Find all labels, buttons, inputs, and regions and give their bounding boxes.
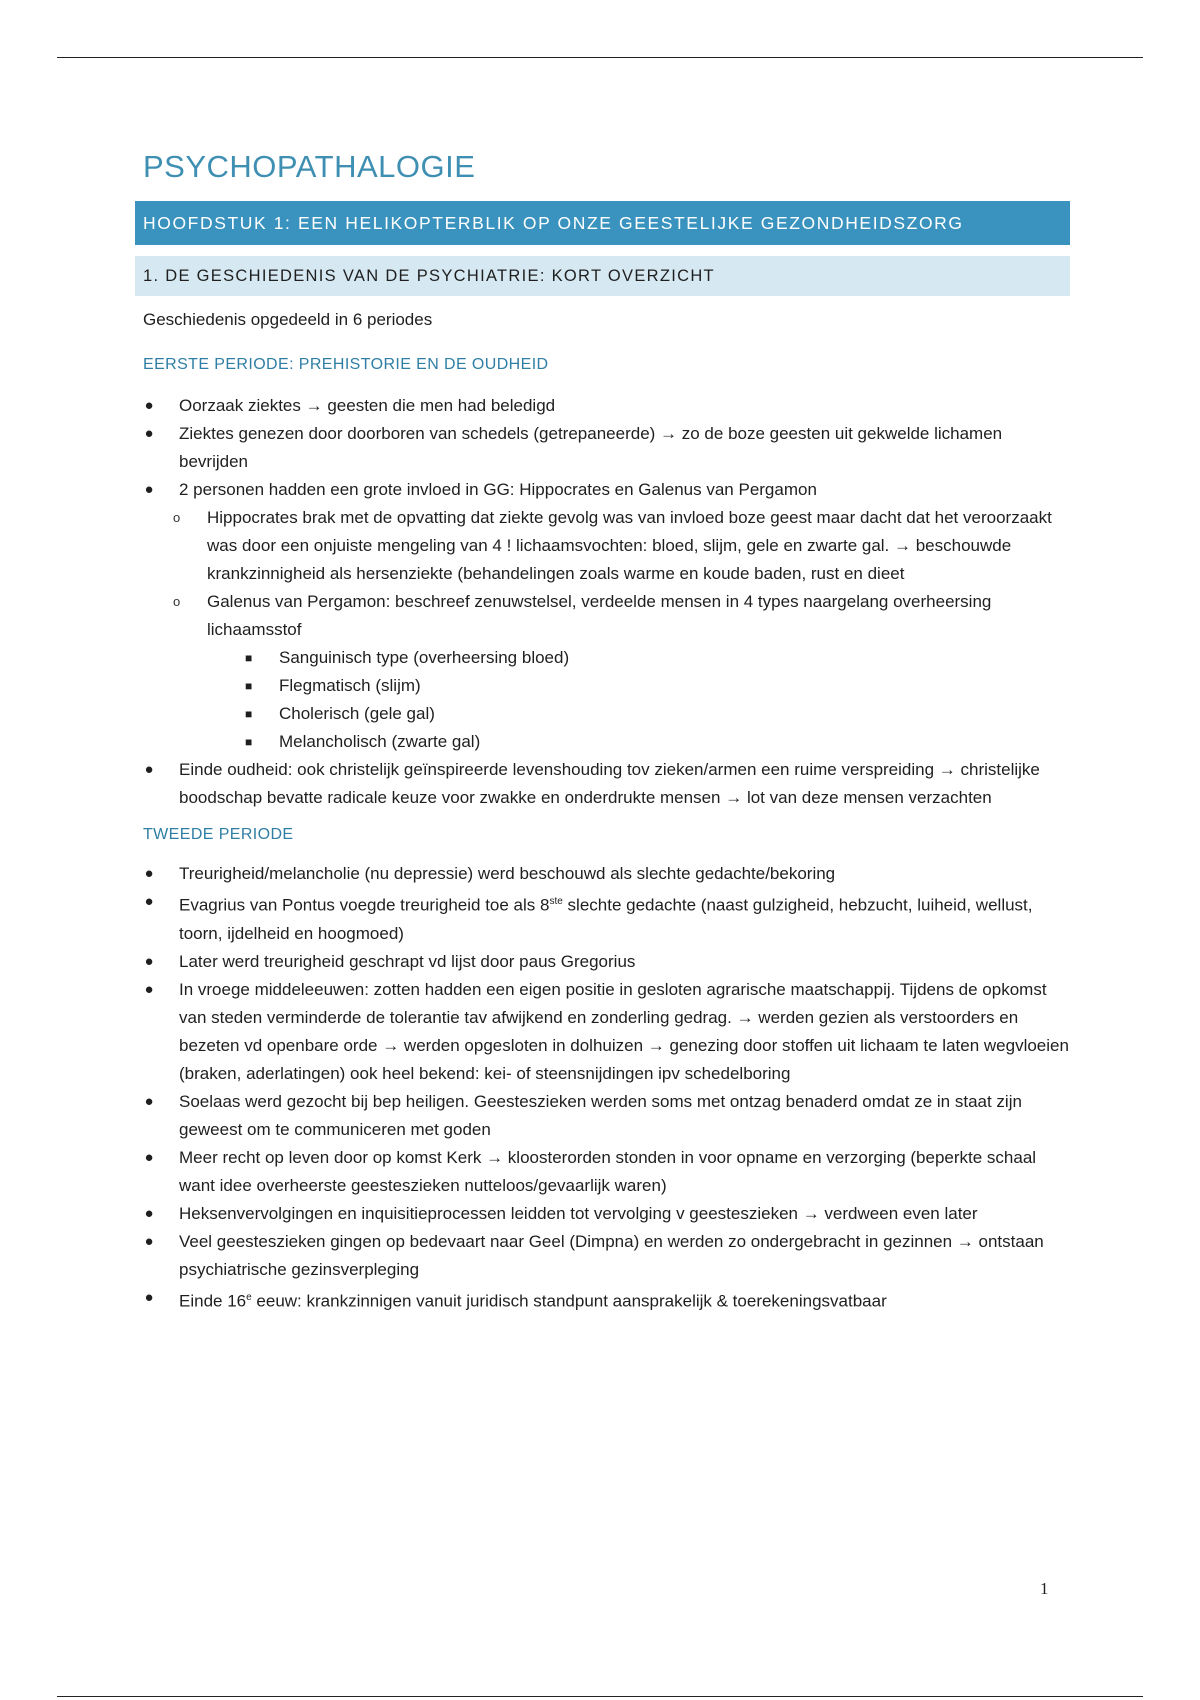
bullet-icon: ● bbox=[144, 397, 154, 414]
bullet-icon: ● bbox=[144, 865, 154, 882]
list-item: ● Later werd treurigheid geschrapt vd lijst door paus Gregorius bbox=[135, 948, 1070, 976]
period-2-heading: TWEEDE PERIODE bbox=[143, 826, 294, 843]
bullet-icon: ● bbox=[144, 980, 154, 998]
circle-bullet-icon: o bbox=[173, 594, 181, 609]
bullet-icon: ● bbox=[144, 1204, 154, 1222]
period-2-list bbox=[135, 860, 1070, 1315]
bullet-icon: ● bbox=[144, 1232, 154, 1250]
sub-sub-list-item: ■ Melancholisch (zwarte gal) bbox=[207, 728, 1070, 756]
page-number: 1 bbox=[1040, 1579, 1049, 1598]
superscript: ste bbox=[549, 896, 563, 907]
square-bullet-icon: ■ bbox=[245, 679, 253, 693]
document-title: PSYCHOPATHALOGIE bbox=[143, 149, 476, 184]
intro-paragraph: Geschiedenis opgedeeld in 6 periodes bbox=[143, 310, 433, 329]
bullet-icon: ● bbox=[144, 1092, 154, 1110]
bullet-icon: ● bbox=[144, 893, 154, 910]
list-item: ● Ziektes genezen door doorboren van schedels (getrepaneerde) → zo de boze geesten uit gekwelde lichamen bevrijden bbox=[135, 420, 1070, 476]
period-1-list-cont bbox=[135, 756, 1070, 812]
list-item: ● Veel geesteszieken gingen op bedevaart naar Geel (Dimpna) en werden zo ondergebracht in gezinnen → ontstaan psychiatrische gezinsverpleging bbox=[135, 1228, 1070, 1284]
footer-rule bbox=[57, 1696, 1143, 1697]
period-1-heading: EERSTE PERIODE: PREHISTORIE EN DE OUDHEID bbox=[143, 356, 549, 373]
sub-sub-list-item: ■ Cholerisch (gele gal) bbox=[207, 700, 1070, 728]
temperament-types-list bbox=[135, 644, 1070, 756]
document-body bbox=[135, 138, 1070, 1315]
list-item: ● Einde 16e eeuw: krankzinnigen vanuit juridisch standpunt aansprakelijk & toerekeningsvatbaar bbox=[135, 1284, 1070, 1316]
sub-sub-list-item: ■ Flegmatisch (slijm) bbox=[207, 672, 1070, 700]
sub-list-item: o Hippocrates brak met de opvatting dat ziekte gevolg was van invloed boze geest maar dacht dat het veroorzaakt was door een onjuiste mengeling van 4 ! lichaamsvochten: bloed, slijm, gele en zwarte gal. → beschouwde krankzinnigheid als hersenziekte (behandelingen zoals warme en koude baden, rust en dieet bbox=[135, 504, 1070, 588]
bullet-icon: ● bbox=[144, 425, 154, 442]
sub-sub-list-item: ■ Sanguinisch type (overheersing bloed) bbox=[207, 644, 1070, 672]
bullet-icon: ● bbox=[144, 1148, 154, 1166]
section-heading: 1. DE GESCHIEDENIS VAN DE PSYCHIATRIE: KORT OVERZICHT bbox=[135, 256, 1070, 296]
square-bullet-icon: ■ bbox=[245, 707, 253, 721]
bullet-icon: ● bbox=[144, 952, 154, 970]
list-item: ● Treurigheid/melancholie (nu depressie) werd beschouwd als slechte gedachte/bekoring bbox=[135, 860, 1070, 888]
list-item: ● Evagrius van Pontus voegde treurigheid toe als 8ste slechte gedachte (naast gulzigheid, hebzucht, luiheid, wellust, toorn, ijdelheid en hoogmoed) bbox=[135, 888, 1070, 948]
circle-bullet-icon: o bbox=[173, 510, 181, 525]
list-item: ● Soelaas werd gezocht bij bep heiligen. Geesteszieken werden soms met ontzag benaderd omdat ze in staat zijn geweest om te communiceren met goden bbox=[135, 1088, 1070, 1144]
period-1-list bbox=[135, 392, 1070, 504]
bullet-icon: ● bbox=[144, 761, 154, 778]
header-rule bbox=[57, 57, 1143, 58]
list-item: ● 2 personen hadden een grote invloed in GG: Hippocrates en Galenus van Pergamon bbox=[135, 476, 1070, 504]
list-item: ● Meer recht op leven door op komst Kerk → kloosterorden stonden in voor opname en verzorging (beperkte schaal want idee overheerste geesteszieken nutteloos/gevaarlijk waren) bbox=[135, 1144, 1070, 1200]
square-bullet-icon: ■ bbox=[245, 735, 253, 749]
square-bullet-icon: ■ bbox=[245, 651, 253, 665]
sub-list-item: o Galenus van Pergamon: beschreef zenuwstelsel, verdeelde mensen in 4 types naargelang overheersing lichaamsstof bbox=[135, 588, 1070, 644]
superscript: e bbox=[246, 1291, 252, 1303]
bullet-icon: ● bbox=[144, 481, 154, 498]
list-item: ● Heksenvervolgingen en inquisitieprocessen leidden tot vervolging v geesteszieken → verdween even later bbox=[135, 1200, 1070, 1228]
bullet-icon: ● bbox=[144, 1288, 154, 1306]
list-item: ● In vroege middeleeuwen: zotten hadden een eigen positie in gesloten agrarische maatschappij. Tijdens de opkomst van steden verminderde de tolerantie tav afwijkend en zonderling gedrag. → werden gezien als verstoorders en bezeten vd openbare orde → werden opgesloten in dolhuizen → genezing door stoffen uit lichaam te laten wegvloeien (braken, aderlatingen) ook heel bekend: kei- of steensnijdingen ipv schedelboring bbox=[135, 976, 1070, 1088]
list-item: ● Einde oudheid: ook christelijk geïnspireerde levenshouding tov zieken/armen een ruime verspreiding → christelijke boodschap bevatte radicale keuze voor zwakke en onderdrukte mensen → lot van deze mensen verzachten bbox=[135, 756, 1070, 812]
period-1-sublist bbox=[135, 504, 1070, 644]
list-item: ● Oorzaak ziektes → geesten die men had beledigd bbox=[135, 392, 1070, 420]
chapter-heading: HOOFDSTUK 1: EEN HELIKOPTERBLIK OP ONZE GEESTELIJKE GEZONDHEIDSZORG bbox=[135, 201, 1070, 245]
